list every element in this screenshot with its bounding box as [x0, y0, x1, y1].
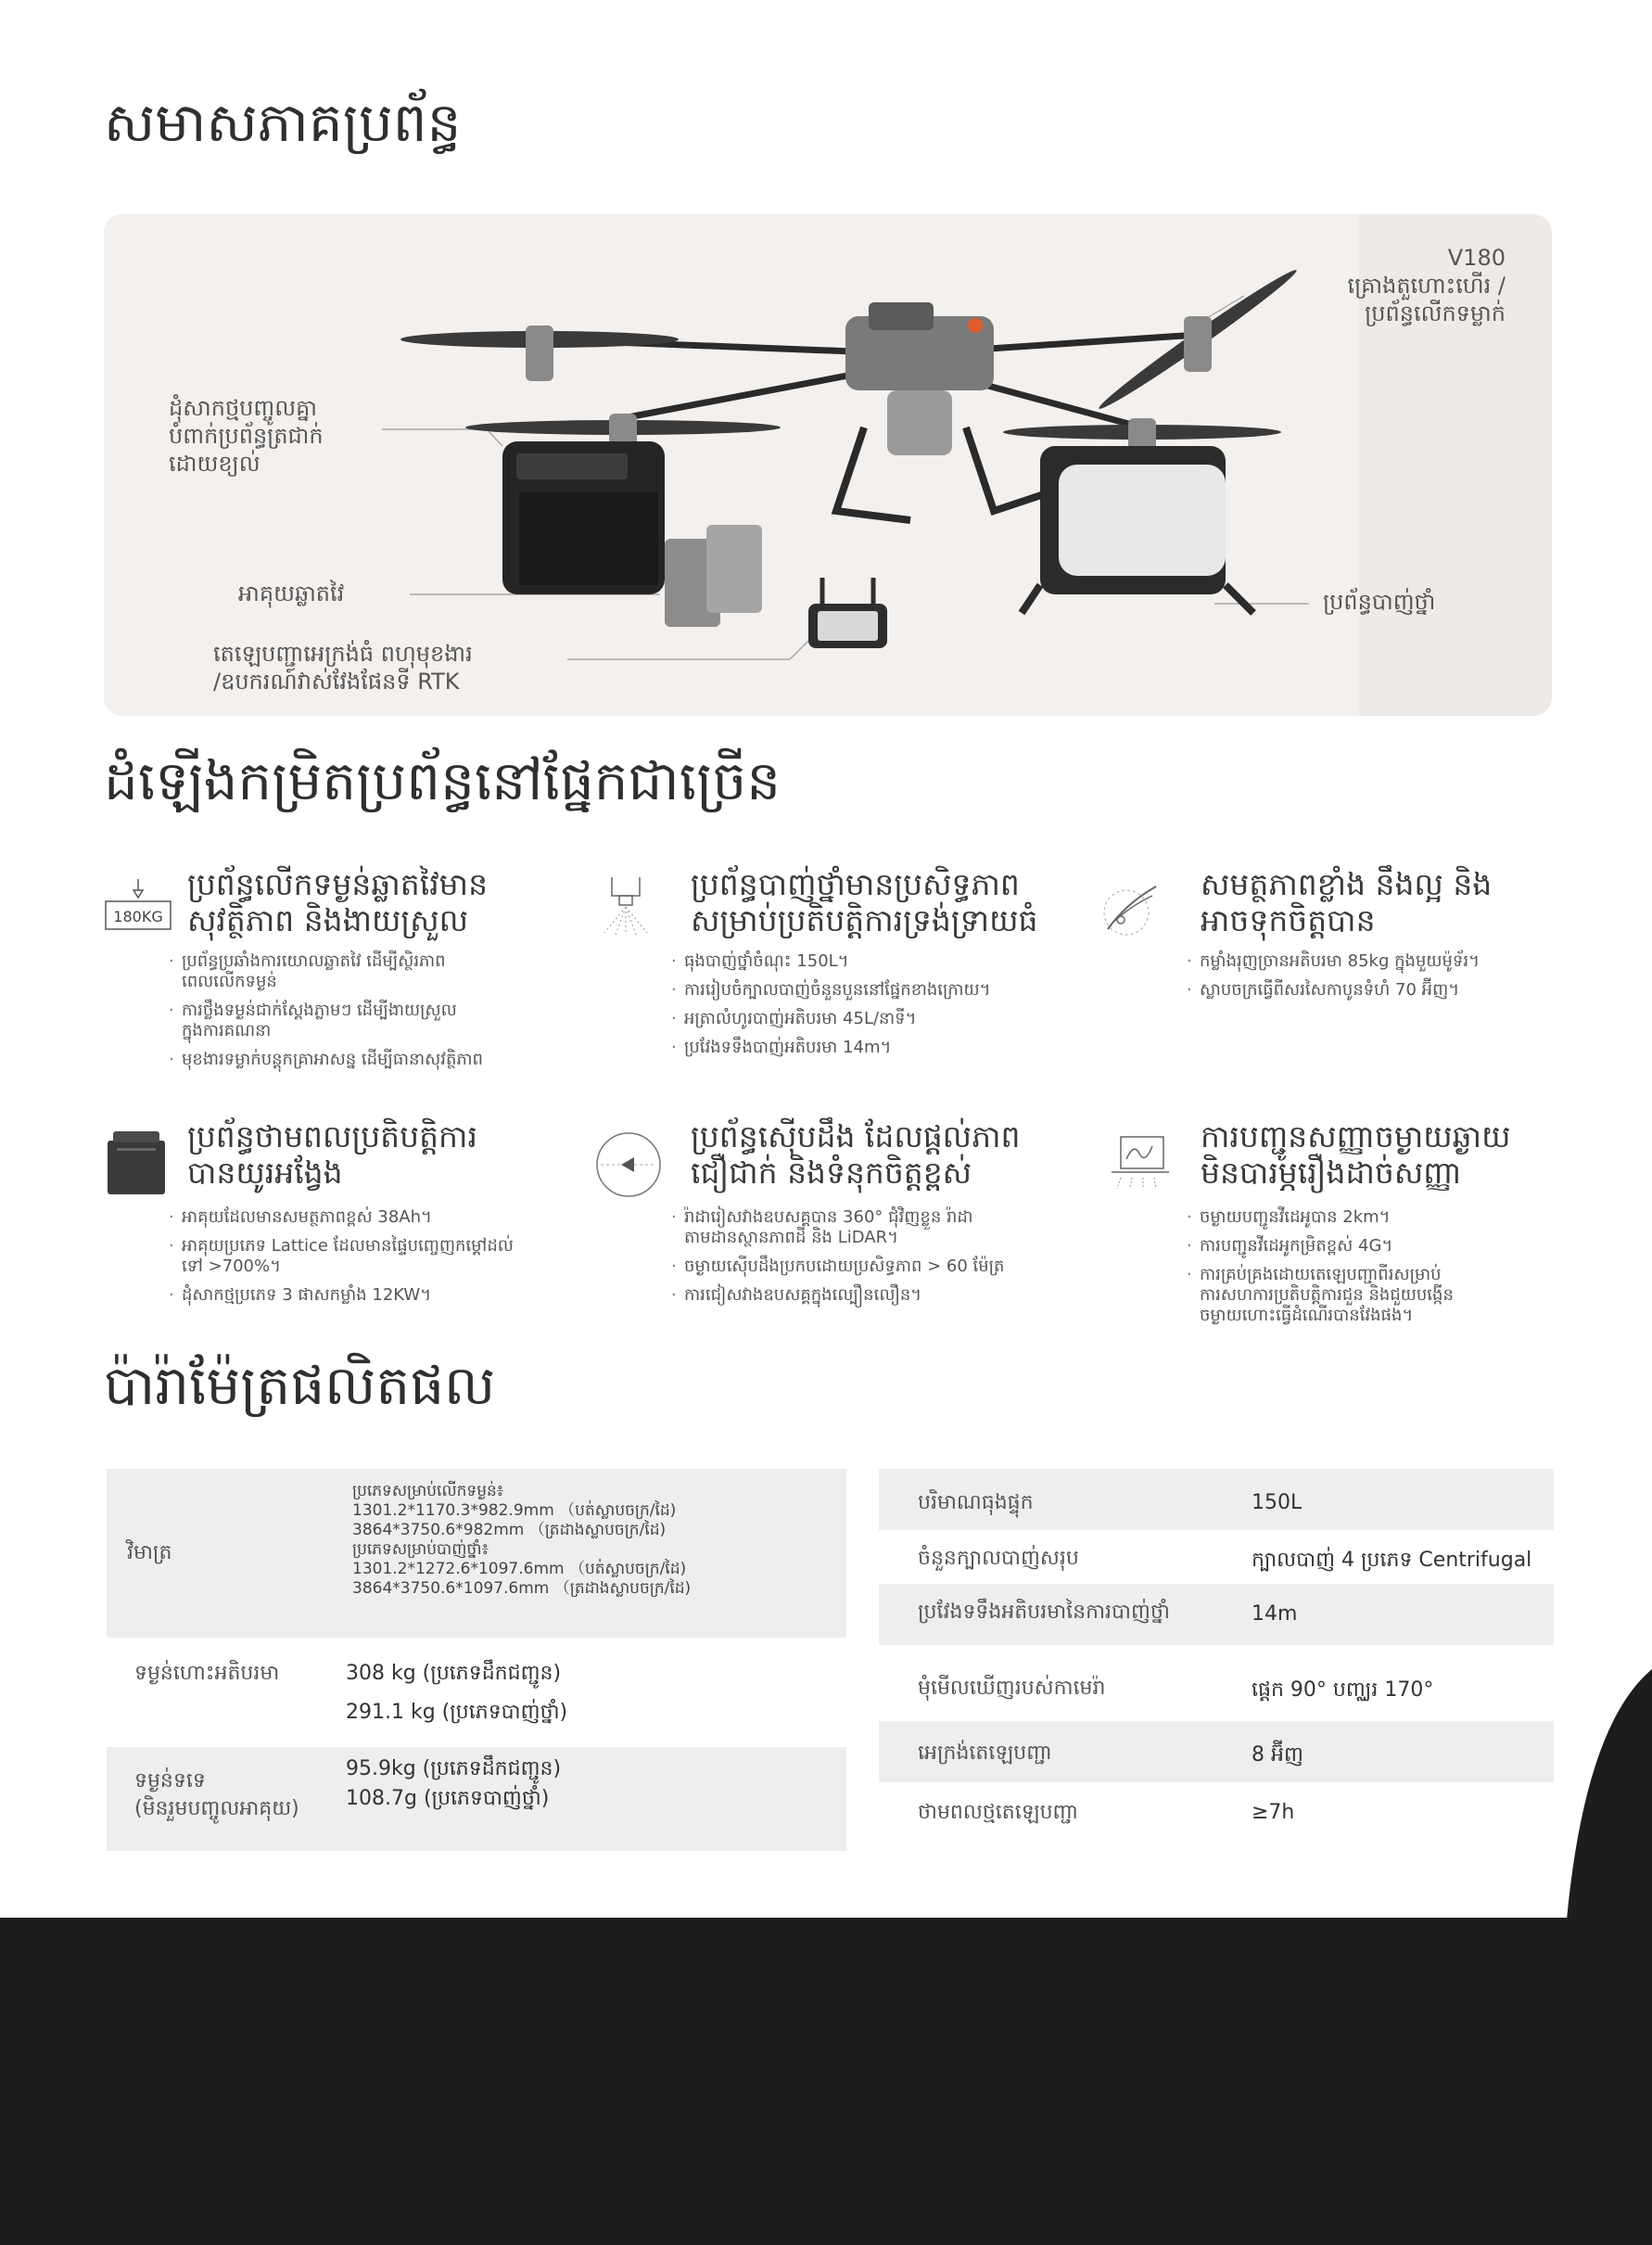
params-title: ប៉ារ៉ាម៉ែត្រផលិតផល — [104, 1354, 496, 1417]
upgrade-title: ដំឡើងកម្រិតប្រព័ន្ធនៅផ្នែកជាច្រើន — [104, 749, 782, 812]
callout-charger-line1: ដុំសាកថ្មបញ្ចូលគ្នា — [169, 395, 317, 421]
feature-title-line1: ការបញ្ជូនសញ្ញាចម្ងាយឆ្ងាយ — [1201, 1118, 1511, 1154]
spec-label — [134, 1767, 299, 1823]
feature-title-line1: ប្រព័ន្ធស៊ើបដឹង ដែលផ្ដល់ភាព — [691, 1118, 1021, 1154]
spec-value: 8 អ៊ីញ — [1252, 1743, 1303, 1767]
list-item — [169, 1285, 514, 1306]
weight-180kg-icon — [104, 877, 172, 933]
list-item-text: មុខងារទម្លាក់បន្តុកគ្រាអាសន្ន ដើម្បីធានាសុវត្ថិភាព — [182, 1050, 483, 1069]
spec-value: ក្បាលបាញ់ 4 ប្រភេទ Centrifugal — [1252, 1549, 1532, 1572]
list-item — [671, 1207, 1004, 1248]
callout-spray: ប្រព័ន្ធបាញ់ថ្នាំ — [1323, 589, 1436, 615]
feature-title-line2: អាចទុកចិត្តបាន — [1201, 902, 1376, 938]
decorative-corner-curve — [1567, 1669, 1652, 1920]
propeller-blade-icon — [1099, 877, 1163, 942]
callout-battery: អាគុយឆ្លាតវៃ — [238, 580, 345, 606]
callout-charger-line3: ដោយខ្យល់ — [169, 451, 261, 477]
spec-label: បរិមាណធុងផ្ទុក — [918, 1491, 1034, 1514]
list-item — [169, 1236, 514, 1277]
spray-tank — [1022, 446, 1253, 613]
list-item-text: ដុំសាកថ្មប្រភេទ 3 ផាសកម្លាំង 12KW។ — [182, 1285, 432, 1305]
list-item — [169, 1001, 483, 1041]
list-item — [671, 1038, 990, 1058]
table-row — [879, 1651, 1554, 1721]
callout-frame-line3: ប្រព័ន្ធលើកទម្លាក់ — [1365, 300, 1506, 326]
spec-label-line: (មិនរួមបញ្ចូលអាគុយ) — [134, 1797, 299, 1820]
table-row — [879, 1469, 1554, 1530]
spec-label: ថាមពលថ្មតេឡេបញ្ជា — [918, 1801, 1079, 1824]
spec-value-line: ប្រភេទសម្រាប់លើកទម្ងន់៖ — [352, 1482, 504, 1500]
feature-title-line1: ប្រព័ន្ធលើកទម្ងន់ឆ្លាតវៃមាន — [187, 866, 489, 902]
sprayer-nozzle-icon — [593, 874, 658, 938]
remote-controller — [808, 578, 887, 648]
callout-remote-line1: តេឡេបញ្ជាអេក្រង់ធំ ពហុមុខងារ — [213, 641, 473, 667]
feature-title-battery — [187, 1118, 477, 1191]
list-item — [1187, 951, 1480, 972]
callout-charger-line2: បំពាក់ប្រព័ន្ធត្រជាក់ — [169, 423, 324, 449]
list-item-text: ប្រវែងទទឹងបាញ់អតិបរមា 14m។ — [684, 1038, 892, 1057]
list-item — [1187, 1236, 1454, 1256]
list-item — [671, 1256, 1004, 1277]
list-item-text: ការជៀសវាងឧបសគ្គក្នុងល្បឿនលឿន។ — [684, 1285, 922, 1305]
hero-product-panel — [104, 214, 1552, 716]
callout-remote — [213, 640, 473, 695]
list-item-text: អាគុយដែលមានសមត្ថភាពខ្ពស់ 38Ah។ — [182, 1207, 432, 1227]
list-item — [1187, 1207, 1454, 1228]
list-item — [169, 951, 483, 992]
feature-title-transmission — [1201, 1118, 1511, 1191]
feature-title-line1: ប្រព័ន្ធថាមពលប្រតិបត្តិការ — [187, 1118, 477, 1154]
list-item-text: ប្រព័ន្ធប្រឆាំងការយោលឆ្លាតវៃ ដើម្បីស្ថិរភាព ពេលលើកទម្ងន់ — [182, 951, 446, 991]
drone-body — [845, 302, 994, 455]
feature-title-sensing — [691, 1118, 1020, 1191]
spec-value-line: 291.1 kg (ប្រភេទបាញ់ថ្នាំ) — [346, 1701, 568, 1724]
svg-text:180KG: 180KG — [113, 908, 163, 925]
spec-value-line: 1301.2*1170.3*982.9mm （បត់ស្លាបចក្រ/ដៃ) — [352, 1501, 677, 1520]
list-item-text: ការគ្រប់គ្រងដោយតេឡេបញ្ជាពីរសម្រាប់ ការសហការប្រតិបត្តិការជួន និងជួយបង្កើន ចម្ងាយហោះធ្វើដំណើរបានវែងផង។ — [1200, 1265, 1454, 1325]
spec-value-dimensions — [352, 1482, 691, 1599]
feature-title-line1: សមត្ថភាពខ្លាំង នឹងល្អ និង — [1201, 866, 1493, 902]
spec-label: ប្រវែងទទឹងអតិបរមានៃការបាញ់ថ្នាំ — [918, 1601, 1170, 1624]
list-item — [671, 980, 990, 1001]
feature-list-battery — [169, 1207, 514, 1314]
callout-charger — [169, 394, 324, 478]
spec-value-line: ប្រភេទសម្រាប់បាញ់ថ្នាំ៖ — [352, 1540, 489, 1559]
feature-title-line2: ជឿជាក់ និងទំនុកចិត្តខ្ពស់ — [691, 1154, 972, 1191]
callout-frame-line1: V180 — [1447, 245, 1506, 271]
spec-value-line: 3864*3750.6*982mm （ត្រដាងស្លាបចក្រ/ដៃ) — [352, 1521, 667, 1539]
spec-value: 150L — [1252, 1491, 1303, 1514]
feature-list-power — [1187, 951, 1480, 1009]
feature-title-line2: សម្រាប់ប្រតិបត្តិការទ្រង់ទ្រាយធំ — [691, 902, 1038, 938]
spec-value — [346, 1654, 567, 1732]
specs-table-right — [879, 1469, 1554, 1824]
feature-list-sensing — [671, 1207, 1004, 1314]
feature-title-line2: មិនបារម្ភរឿងដាច់សញ្ញា — [1201, 1154, 1462, 1191]
list-item — [671, 1009, 990, 1029]
list-item-text: រ៉ាដារៀសវាងឧបសគ្គបាន 360° ជុំវិញខ្លួន រ៉ាដា តាមដានស្ថានភាពដី និង LiDAR។ — [684, 1207, 973, 1247]
list-item-text: ការរៀបចំក្បាលបាញ់ចំនួនបួននៅផ្នែកខាងក្រោយ។ — [684, 980, 991, 1000]
spec-value-line: 1301.2*1272.6*1097.6mm （បត់ស្លាបចក្រ/ដៃ) — [352, 1560, 687, 1578]
spec-value — [346, 1754, 561, 1814]
feature-list-spraying — [671, 951, 990, 1066]
table-row — [879, 1584, 1554, 1645]
callout-remote-line2: /ឧបករណ៍វាស់វែងផែនទី RTK — [213, 669, 460, 695]
spec-label-line: ទម្ងន់ទទេ — [134, 1769, 206, 1792]
table-row — [879, 1721, 1554, 1782]
feature-list-lifting — [169, 951, 483, 1078]
feature-title-line2: បានយូរអង្វែង — [187, 1154, 343, 1191]
components-title: សមាសភាគប្រព័ន្ធ — [104, 91, 462, 154]
feature-title-lifting — [187, 866, 488, 938]
spec-value-line: 3864*3750.6*1097.6mm （ត្រដាងស្លាបចក្រ/ដៃ) — [352, 1579, 692, 1598]
feature-title-power — [1201, 866, 1492, 938]
specs-table-left — [107, 1469, 846, 1851]
table-row — [107, 1638, 846, 1730]
list-item-text: កម្លាំងរុញច្រានអតិបរមា 85kg ក្នុងមួយម៉ូទ័រ។ — [1200, 951, 1480, 971]
list-item-text: ការបញ្ជូនវីដេអូកម្រិតខ្ពស់ 4G។ — [1200, 1236, 1393, 1256]
spec-value-line: 308 kg (ប្រភេទដឹកជញ្ជូន) — [346, 1662, 562, 1685]
feature-list-transmission — [1187, 1207, 1454, 1334]
spec-label: ចំនួនក្បាលបាញ់សរុប — [918, 1547, 1079, 1570]
list-item-text: ការថ្លឹងទម្ងន់ជាក់ស្តែងភ្លាមៗ ដើម្បីងាយស្រួល ក្នុងការគណនា — [182, 1001, 457, 1040]
battery-packs — [665, 525, 762, 627]
footer-dark-band — [0, 1918, 1652, 2245]
feature-title-line2: សុវត្ថិភាព និងងាយស្រួល — [187, 902, 469, 938]
signal-transmission-icon — [1108, 1133, 1173, 1194]
callout-frame — [1347, 244, 1506, 327]
spec-value: ផ្ដេក 90° បញ្ឈរ 170° — [1252, 1678, 1434, 1702]
list-item-text: ធុងបាញ់ថ្នាំចំណុះ 150L។ — [684, 951, 849, 971]
spec-value-line: 95.9kg (ប្រភេទដឹកជញ្ជូន) — [346, 1757, 562, 1780]
feature-title-line1: ប្រព័ន្ធបាញ់ថ្នាំមានប្រសិទ្ធភាព — [691, 866, 1020, 902]
spec-label: វិមាត្រ — [127, 1541, 172, 1564]
spec-value-line: 108.7g (ប្រភេទបាញ់ថ្នាំ) — [346, 1787, 550, 1810]
table-row — [107, 1747, 846, 1851]
list-item-text: អាគុយប្រភេទ Lattice ដែលមានផ្ទៃបញ្ចេញកម្ដៅដល់ ទៅ >700%។ — [182, 1236, 514, 1276]
spec-label: មុំមើលឃើញរបស់កាមេរ៉ា — [918, 1677, 1106, 1700]
radar-sensor-icon — [593, 1129, 664, 1200]
table-row — [107, 1469, 846, 1638]
charger-unit — [502, 441, 665, 594]
spec-label: អេក្រង់តេឡេបញ្ជា — [918, 1741, 1052, 1765]
battery-icon — [106, 1128, 167, 1198]
table-row — [879, 1530, 1554, 1584]
list-item — [1187, 980, 1480, 1001]
list-item-text: ស្លាបចក្រធ្វើពីសរសៃកាបូនទំហំ 70 អ៊ីញ។ — [1200, 980, 1460, 1000]
spec-value: ≥7h — [1252, 1801, 1295, 1824]
list-item — [169, 1207, 514, 1228]
list-item-text: អត្រាលំហូរបាញ់អតិបរមា 45L/នាទី។ — [684, 1009, 917, 1028]
callout-frame-line2: គ្រោងតួហោះហើរ / — [1347, 273, 1506, 299]
list-item-text: ចម្ងាយបញ្ជូនវីដេអូបាន 2km។ — [1200, 1207, 1391, 1227]
spec-value: 14m — [1252, 1602, 1298, 1626]
list-item — [1187, 1265, 1454, 1326]
spec-label: ទម្ងន់ហោះអតិបរមា — [134, 1662, 280, 1685]
feature-title-spraying — [691, 866, 1037, 938]
list-item — [169, 1050, 483, 1070]
table-row — [879, 1782, 1554, 1843]
list-item-text: ចម្ងាយស៊ើបដឹងប្រកបដោយប្រសិទ្ធភាព > 60 ម៉ែត្រ — [684, 1256, 1005, 1276]
list-item — [671, 951, 990, 972]
list-item — [671, 1285, 1004, 1306]
